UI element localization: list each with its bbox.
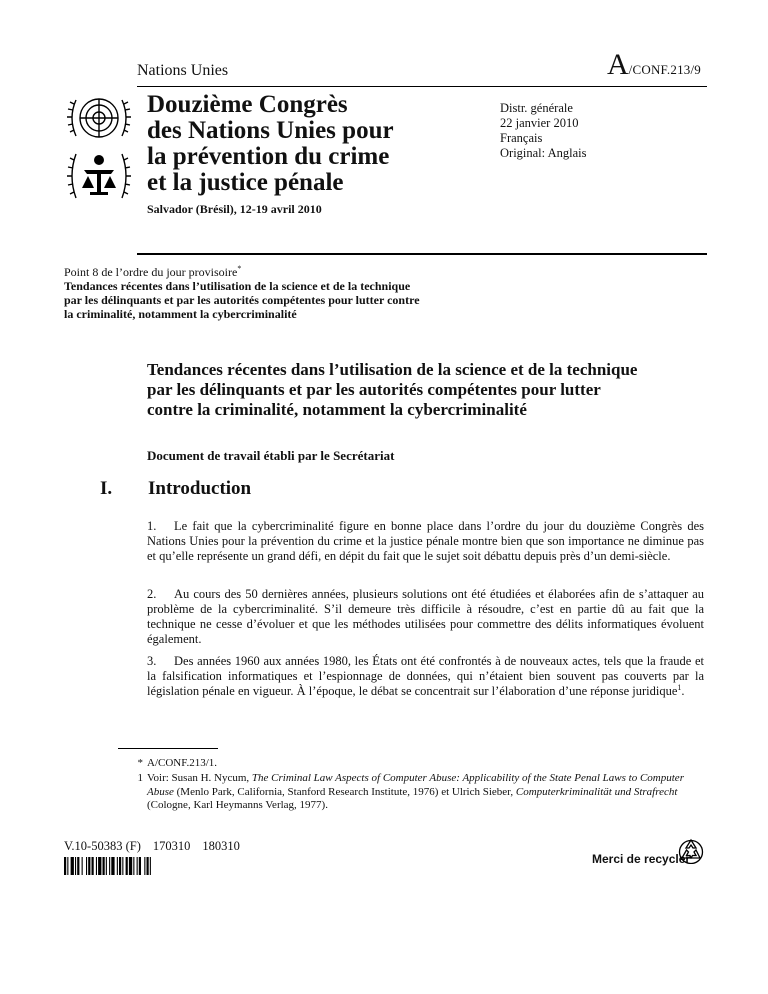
distribution-info [500, 101, 586, 161]
paragraph-number: 3. [147, 654, 157, 668]
un-congress-logo-icon [64, 90, 134, 210]
date-line: 22 janvier 2010 [500, 116, 579, 130]
date-code: 180310 [202, 839, 240, 853]
footnote-rule [118, 748, 218, 749]
footnote-mark: * [137, 757, 143, 769]
document-title: Tendances récentes dans l’utilisation de la science et de la technique par les délinquants et par les autorités compétentes pour lutter contre la criminalité, notamment la cybercriminalité [147, 360, 638, 419]
paragraph-2 [147, 587, 704, 647]
congress-title [147, 92, 447, 196]
footnote-text: A/CONF.213/1. [147, 757, 218, 769]
footnote-mark: 1 [677, 682, 682, 692]
symbol-letter: A [607, 48, 629, 81]
paragraph-end: . [681, 684, 685, 698]
footnote-book-title: Computerkriminalität und Strafrecht [515, 785, 678, 798]
date-code: 170310 [152, 839, 191, 853]
document-number [64, 839, 252, 854]
congress-location: Salvador (Brésil), 12-19 avril 2010 [147, 202, 322, 216]
footnote [118, 772, 708, 813]
footnote-book-title: The Criminal Law Aspects of Computer Abuse: Applicability of the State Penal Laws to Computer Abuse [147, 772, 684, 798]
congress-title-line: la prévention du crime [147, 143, 390, 170]
paragraph-1 [147, 519, 704, 564]
document-subtitle: Document de travail établi par le Secrétariat [147, 448, 395, 463]
language-line: Français [500, 131, 543, 145]
distribution-line: Distr. générale [500, 101, 573, 115]
congress-title-line: Douzième Congrès [147, 91, 348, 118]
footnote-text-part: (Menlo Park, California, Stanford Research Institute, 1976) et Ulrich Sieber, [173, 785, 516, 798]
chapter-heading [100, 478, 251, 500]
agenda-item-title: Tendances récentes dans l’utilisation de la science et de la technique par les délinquants et par les autorités compétentes pour lutter contre la criminalité, notamment la cybercriminalité [64, 279, 420, 321]
congress-title-line: des Nations Unies pour [147, 117, 394, 144]
recycle-text: Merci de recycler [592, 852, 691, 866]
original-language-line: Original: Anglais [500, 146, 587, 160]
recycle-icon [678, 838, 704, 864]
paragraph-text: Des années 1960 aux années 1980, les États ont été confrontés à de nouveaux actes, tels que la fraude et la falsification informatiques et l’espionnage de données, qui n’étaient bien souvent pas couverts par la législation pénale en vigueur. À l’époque, le débat se concentrait sur l’élaboration d’une réponse juridique [147, 654, 704, 698]
paragraph-number: 1. [147, 519, 157, 533]
document-symbol [607, 50, 701, 85]
organization-name: Nations Unies [137, 62, 229, 79]
footnote [118, 757, 708, 771]
symbol-rest: /CONF.213/9 [628, 62, 701, 77]
footnote-text-part: (Cologne, Karl Heymanns Verlag, 1977). [147, 799, 328, 811]
paragraph-3 [147, 654, 704, 699]
paragraph-number: 2. [147, 587, 157, 601]
footnote-mark: 1 [137, 772, 143, 784]
chapter-number: I. [100, 478, 113, 499]
congress-title-line: et la justice pénale [147, 169, 344, 196]
job-number: V.10-50383 (F) [64, 839, 141, 853]
header-rule [137, 86, 707, 87]
agenda-item [64, 265, 424, 321]
footnote-text [147, 772, 702, 813]
footnote-mark: * [237, 264, 242, 273]
agenda-item-number: Point 8 de l’ordre du jour provisoire [64, 265, 238, 279]
barcode-icon [64, 857, 202, 875]
footnote-text-part: Voir: Susan H. Nycum, [147, 772, 252, 784]
paragraph-text: Le fait que la cybercriminalité figure en bonne place dans l’ordre du jour du douzième Congrès des Nations Unies pour la prévention du crime et la justice pénale montre bien que son importance ne diminue pas et qu’elle représente un grand défi, en dépit du fait que le sujet soit débattu depuis près d’un demi-siècle. [147, 519, 704, 563]
chapter-title: Introduction [148, 478, 252, 499]
paragraph-text: Au cours des 50 dernières années, plusieurs solutions ont été étudiées et élaborées afin de s’attaquer au problème de la cybercriminalité. S’il demeure très difficile à résoudre, c’est en partie dû au fait que la technique ne cesse d’évoluer et que les méthodes utilisées pour commettre des délits informatiques évoluent également. [147, 587, 704, 646]
header-thick-rule [137, 253, 707, 255]
